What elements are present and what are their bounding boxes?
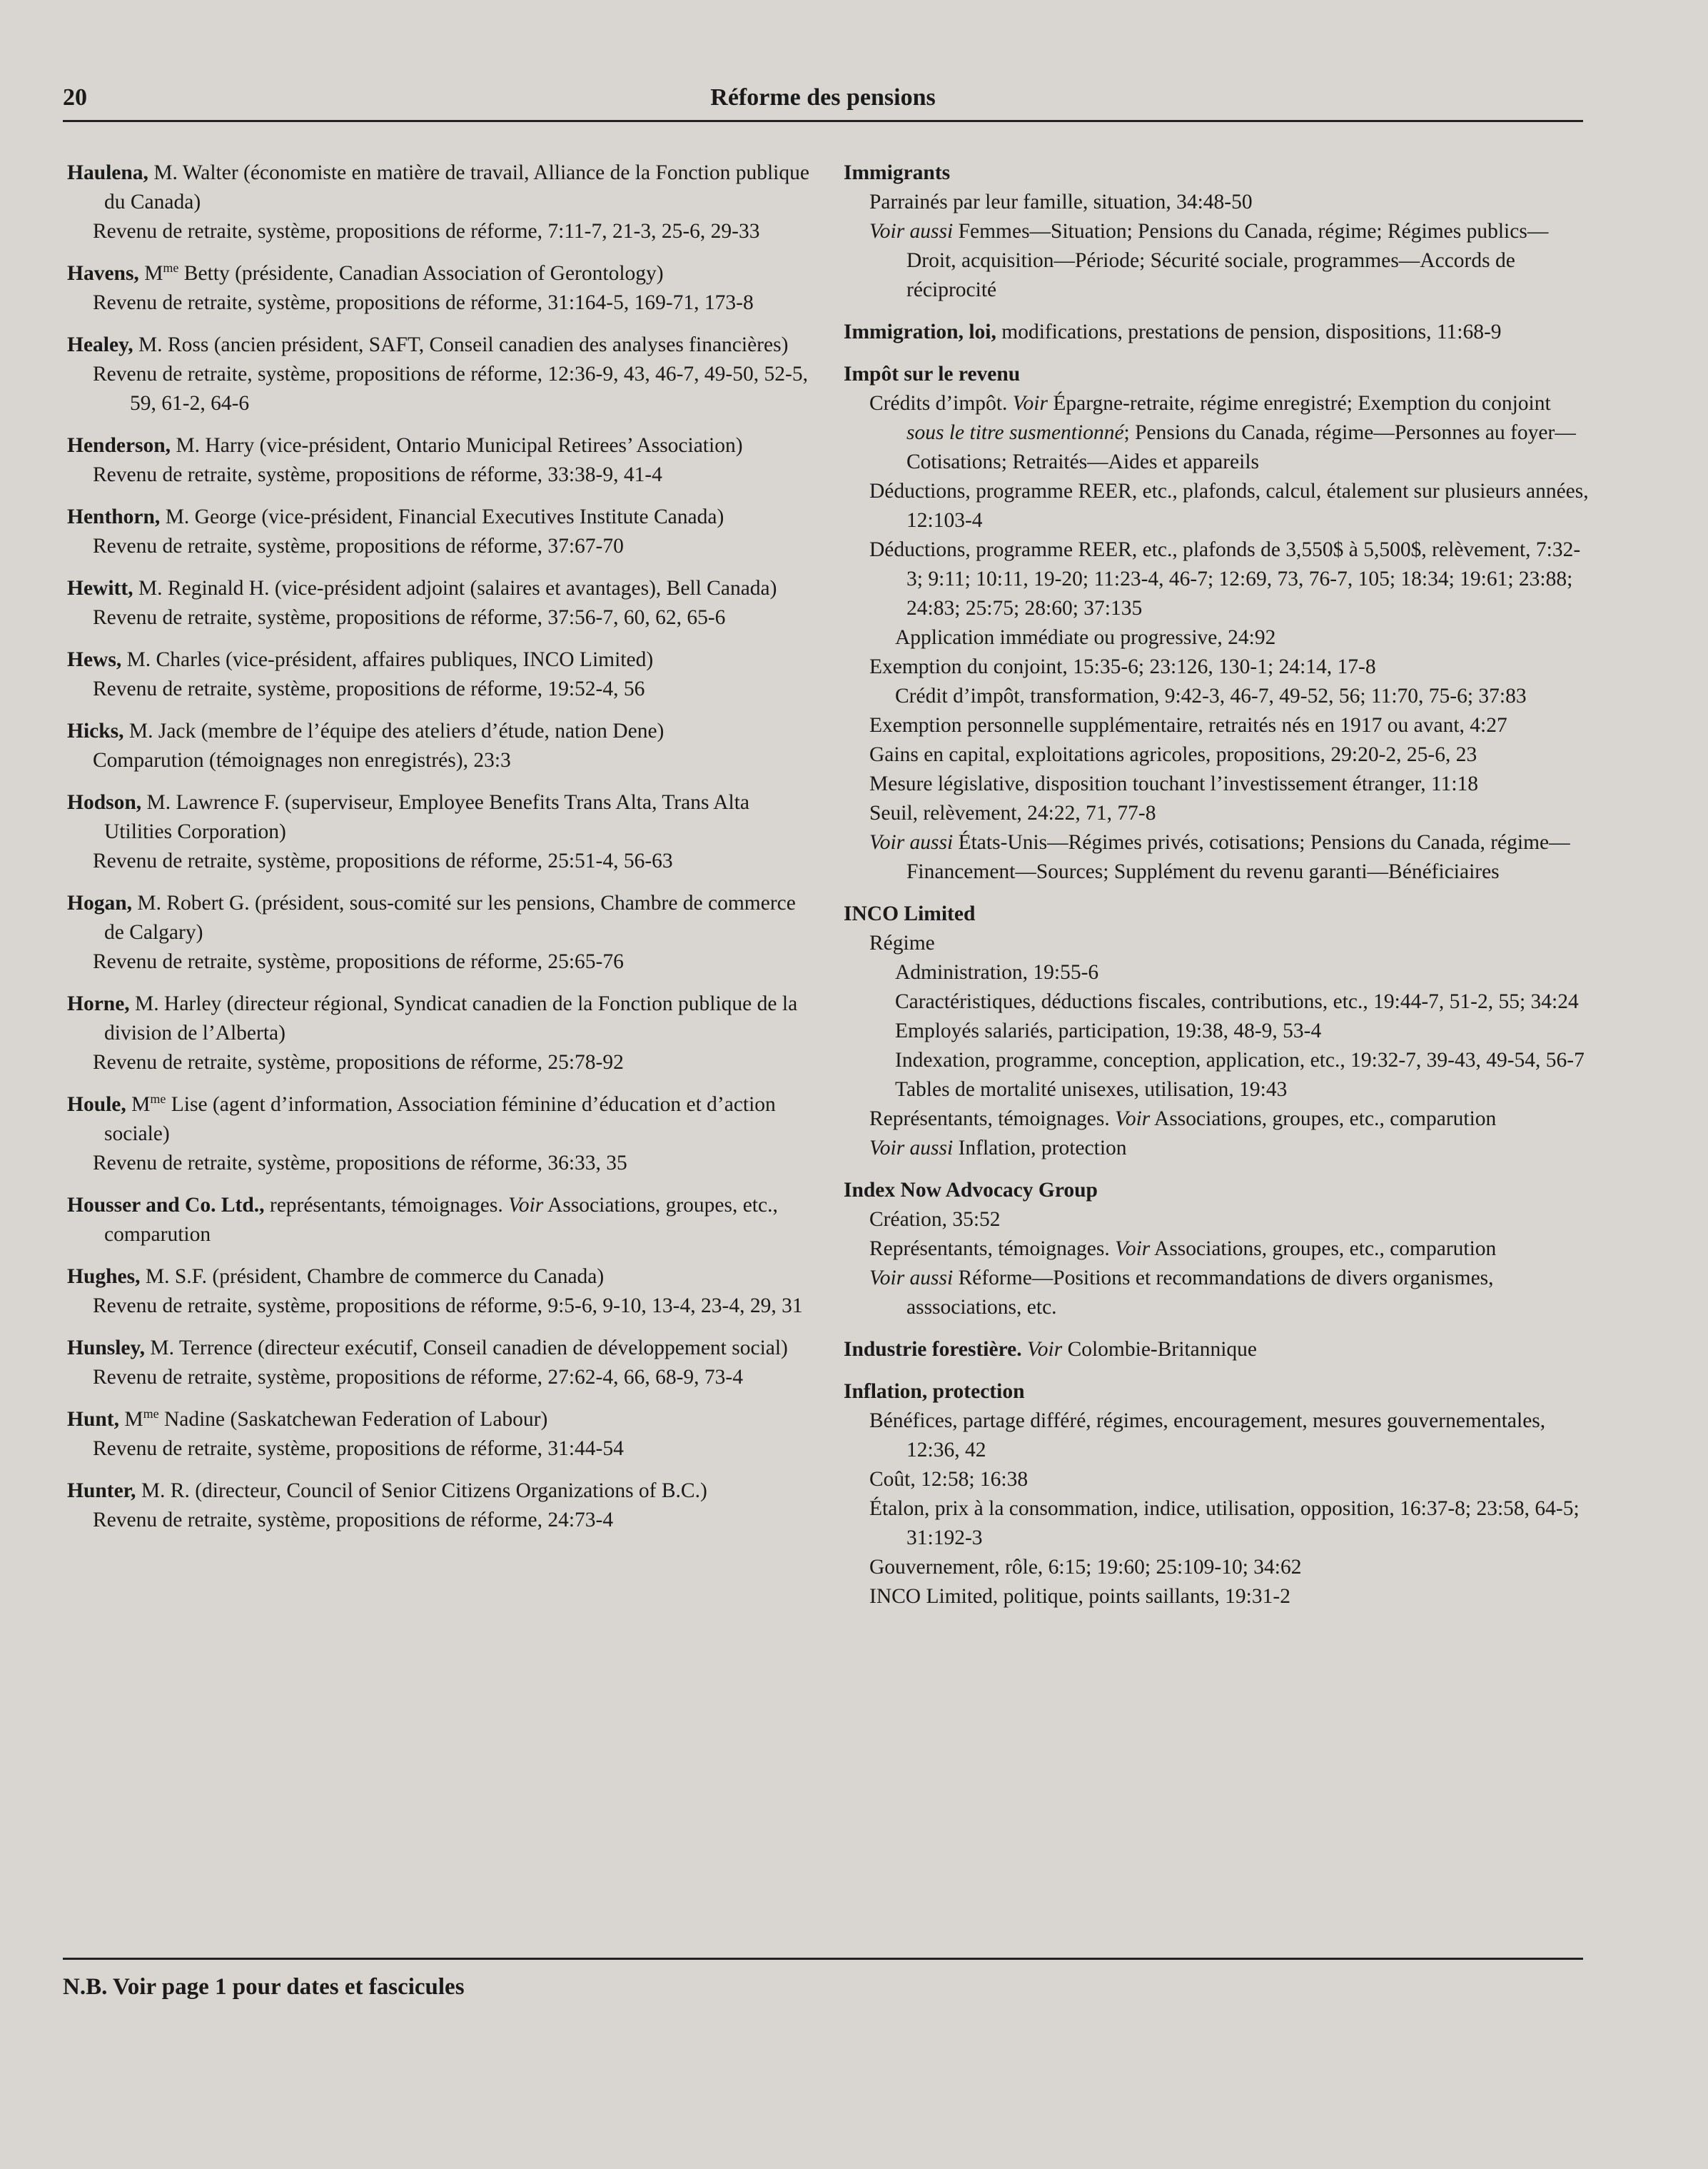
- index-entry: [67, 158, 817, 246]
- entry-name: Haulena,: [67, 161, 148, 184]
- entry-subentry: INCO Limited, politique, points saillants, 19:31-2: [869, 1585, 1290, 1608]
- entry-subentry: Revenu de retraite, système, propositions de réforme, 37:67-70: [93, 535, 624, 558]
- index-entry: [67, 431, 817, 490]
- entry-heading: [67, 1262, 817, 1292]
- entry-subsubentry: Employés salariés, participation, 19:38, 48-9, 53-4: [895, 1020, 1322, 1042]
- index-entry: [67, 645, 817, 704]
- entry-heading: [844, 1335, 1593, 1364]
- entry-subentry: [844, 1134, 1593, 1163]
- entry-subentry: Revenu de retraite, système, propositions de réforme, 27:62-4, 66, 68-9, 73-4: [93, 1366, 743, 1389]
- entry-subentry: [844, 828, 1593, 887]
- entry-subentry: Revenu de retraite, système, propositions de réforme, 9:5-6, 9-10, 13-4, 23-4, 29, 31: [93, 1294, 803, 1317]
- entry-description: M. Ross (ancien président, SAFT, Conseil canadien des analyses financières): [133, 333, 789, 356]
- entry-subsubentry: Indexation, programme, conception, application, etc., 19:32-7, 39-43, 49-54, 56-7: [895, 1049, 1585, 1072]
- entry-description: Nadine (Saskatchewan Federation of Labour): [158, 1408, 548, 1431]
- entry-subentry: Revenu de retraite, système, propositions de réforme, 25:78-92: [93, 1051, 624, 1074]
- entry-subentry: Revenu de retraite, système, propositions de réforme, 24:73-4: [93, 1509, 614, 1531]
- entry-subentry: [844, 1104, 1593, 1134]
- entry-title-prefix: M: [118, 1408, 143, 1431]
- entry-title-prefix: M: [138, 262, 163, 285]
- entry-heading: [67, 1090, 817, 1149]
- entry-subentry: Revenu de retraite, système, propositions de réforme, 12:36-9, 43, 46-7, 49-50, 52-5, 59, 61-2, 64-6: [93, 363, 808, 415]
- entry-description: M. S.F. (président, Chambre de commerce du Canada): [140, 1265, 605, 1288]
- cross-reference-target: ; Pensions du Canada, régime—Personnes au foyer—Cotisations; Retraités—Aides et appareils: [906, 421, 1576, 473]
- page-footer: [63, 1958, 1583, 2001]
- cross-reference-target: Associations, groupes, etc., comparution: [1150, 1237, 1497, 1260]
- voir-reference: Voir: [1115, 1107, 1151, 1130]
- index-entry: [67, 259, 817, 318]
- index-entry: [67, 889, 817, 977]
- index-entry: [67, 331, 817, 418]
- entry-name: Hewitt,: [67, 577, 133, 600]
- entry-heading: Impôt sur le revenu: [844, 363, 1021, 386]
- entry-subentry: Revenu de retraite, système, propositions de réforme, 33:38-9, 41-4: [93, 463, 662, 486]
- voir-reference: Voir: [508, 1194, 544, 1217]
- entry-heading: [844, 318, 1593, 347]
- footer-note: N.B. Voir page 1 pour dates et fascicules: [63, 1974, 465, 2000]
- voir-aussi-reference: Voir aussi: [869, 220, 954, 243]
- left-column: [67, 158, 817, 1548]
- right-column: [844, 158, 1593, 1624]
- cross-reference-target: Associations, groupes, etc., comparution: [1150, 1107, 1497, 1130]
- entry-description: M. Harry (vice-président, Ontario Municipal Retirees’ Association): [171, 434, 743, 457]
- entry-name: Immigration, loi,: [844, 321, 996, 343]
- subentry-text: Représentants, témoignages.: [869, 1107, 1116, 1130]
- voir-aussi-reference: Voir aussi: [869, 831, 954, 854]
- entry-subentry: Création, 35:52: [869, 1208, 1001, 1231]
- entry-heading: [67, 1191, 817, 1249]
- entry-description: modifications, prestations de pension, dispositions, 11:68-9: [996, 321, 1502, 343]
- entry-name: Hogan,: [67, 892, 132, 915]
- voir-reference: Voir: [1115, 1237, 1151, 1260]
- entry-description: M. Terrence (directeur exécutif, Conseil canadien de développement social): [145, 1337, 788, 1359]
- entry-name: Healey,: [67, 333, 133, 356]
- entry-description: M. George (vice-président, Financial Executives Institute Canada): [160, 505, 724, 528]
- entry-description: M. Charles (vice-président, affaires publiques, INCO Limited): [121, 648, 654, 671]
- entry-subentry: Seuil, relèvement, 24:22, 71, 77-8: [869, 802, 1156, 825]
- entry-heading: Inflation, protection: [844, 1380, 1025, 1403]
- entry-description: M. Walter (économiste en matière de travail, Alliance de la Fonction publique du Canada): [104, 161, 809, 213]
- entry-heading: [67, 331, 817, 360]
- voir-reference: Voir: [1012, 392, 1048, 415]
- entry-subentry: Revenu de retraite, système, propositions de réforme, 25:65-76: [93, 950, 624, 973]
- cross-reference-target: Réforme—Positions et recommandations de divers organismes, asssociations, etc.: [906, 1267, 1494, 1319]
- entry-description: M. Jack (membre de l’équipe des ateliers d’étude, nation Dene): [123, 720, 664, 743]
- entry-heading: [67, 788, 817, 847]
- index-entry: [67, 1262, 817, 1321]
- entry-subsubentry: Crédit d’impôt, transformation, 9:42-3, 46-7, 49-52, 56; 11:70, 75-6; 37:83: [895, 685, 1527, 708]
- entry-subentry: [844, 1264, 1593, 1322]
- entry-heading: [67, 259, 817, 288]
- entry-subentry: [844, 1234, 1593, 1264]
- entry-name: Hunsley,: [67, 1337, 146, 1359]
- entry-subsubentry: Application immédiate ou progressive, 24:92: [895, 626, 1276, 649]
- cross-reference-target: États-Unis—Régimes privés, cotisations; Pensions du Canada, régime—Financement—Sources; Supplément du revenu garanti—Bénéficiaires: [906, 831, 1570, 883]
- page-number: 20: [63, 84, 87, 111]
- entry-subentry: Revenu de retraite, système, propositions de réforme, 31:44-54: [93, 1437, 624, 1460]
- voir-aussi-reference: Voir aussi: [869, 1137, 954, 1159]
- entry-subentry: Revenu de retraite, système, propositions de réforme, 36:33, 35: [93, 1152, 627, 1174]
- entry-title-superscript: me: [163, 261, 179, 276]
- entry-subentry: Parrainés par leur famille, situation, 34:48-50: [869, 191, 1253, 213]
- entry-subentry: Revenu de retraite, système, propositions de réforme, 7:11-7, 21-3, 25-6, 29-33: [93, 220, 760, 243]
- entry-subentry: Revenu de retraite, système, propositions de réforme, 31:164-5, 169-71, 173-8: [93, 291, 754, 314]
- entry-name: Houle,: [67, 1093, 126, 1116]
- entry-description: Lise (agent d’information, Association féminine d’éducation et d’action sociale): [104, 1093, 776, 1145]
- index-entry: [844, 360, 1593, 887]
- index-entry: [67, 788, 817, 876]
- entry-description: M. Robert G. (président, sous-comité sur les pensions, Chambre de commerce de Calgary): [104, 892, 796, 944]
- entry-heading: [67, 717, 817, 746]
- index-entry: [67, 990, 817, 1077]
- entry-name: Horne,: [67, 992, 130, 1015]
- entry-name: Hicks,: [67, 720, 124, 743]
- cross-reference-target: Épargne-retraite, régime enregistré; Exemption du conjoint: [1047, 392, 1551, 415]
- entry-subsubentry: Tables de mortalité unisexes, utilisation, 19:43: [895, 1078, 1288, 1101]
- entry-name: Housser and Co. Ltd.,: [67, 1194, 265, 1217]
- subentry-text: Représentants, témoignages.: [869, 1237, 1116, 1260]
- entry-heading: [67, 1334, 817, 1363]
- cross-reference-target: Femmes—Situation; Pensions du Canada, régime; Régimes publics—Droit, acquisition—Période; Sécurité sociale, programmes—Accords de réciprocité: [906, 220, 1549, 301]
- subentry-text: Crédits d’impôt.: [869, 392, 1013, 415]
- entry-heading: [67, 889, 817, 947]
- entry-subentry: Gains en capital, exploitations agricoles, propositions, 29:20-2, 25-6, 23: [869, 743, 1477, 766]
- entry-heading: [67, 1476, 817, 1506]
- entry-heading: [67, 645, 817, 675]
- cross-reference-target: Colombie-Britannique: [1062, 1338, 1258, 1361]
- entry-subentry: [844, 389, 1593, 477]
- entry-heading: [67, 990, 817, 1048]
- entry-subentry: Exemption personnelle supplémentaire, retraités nés en 1917 ou avant, 4:27: [869, 714, 1507, 737]
- entry-description: M. Reginald H. (vice-président adjoint (salaires et avantages), Bell Canada): [133, 577, 777, 600]
- entry-subentry: Revenu de retraite, système, propositions de réforme, 37:56-7, 60, 62, 65-6: [93, 606, 726, 629]
- entry-title-prefix: M: [126, 1093, 151, 1116]
- entry-subentry: Coût, 12:58; 16:38: [869, 1468, 1029, 1491]
- index-entry: [844, 158, 1593, 305]
- index-entry: [844, 900, 1593, 1163]
- index-entry: [844, 1377, 1593, 1611]
- index-entry: [67, 503, 817, 561]
- entry-heading: Index Now Advocacy Group: [844, 1179, 1098, 1202]
- entry-subentry: Revenu de retraite, système, propositions de réforme, 19:52-4, 56: [93, 678, 645, 700]
- entry-title-superscript: me: [150, 1092, 166, 1107]
- index-entry: [844, 1176, 1593, 1322]
- index-entry: [67, 1191, 817, 1249]
- index-entry: [67, 574, 817, 633]
- entry-name: Hodson,: [67, 791, 142, 814]
- entry-subentry: [844, 217, 1593, 305]
- entry-heading: [67, 431, 817, 461]
- entry-subentry: Régime: [869, 932, 935, 955]
- entry-subsubentry: Administration, 19:55-6: [895, 961, 1099, 984]
- cross-reference-target: Inflation, protection: [953, 1137, 1127, 1159]
- voir-reference: Voir: [1021, 1338, 1063, 1361]
- running-title: Réforme des pensions: [710, 84, 936, 111]
- entry-description: Betty (présidente, Canadian Association of Gerontology): [178, 262, 664, 285]
- entry-name: Henthorn,: [67, 505, 161, 528]
- entry-subentry: Déductions, programme REER, etc., plafonds, calcul, étalement sur plusieurs années, 12:103-4: [869, 480, 1589, 532]
- entry-name: Henderson,: [67, 434, 171, 457]
- entry-subentry: Exemption du conjoint, 15:35-6; 23:126, 130-1; 24:14, 17-8: [869, 655, 1376, 678]
- entry-subentry: Revenu de retraite, système, propositions de réforme, 25:51-4, 56-63: [93, 850, 673, 872]
- entry-description: représentants, témoignages.: [264, 1194, 509, 1217]
- entry-heading: [67, 1405, 817, 1434]
- voir-aussi-reference: Voir aussi: [869, 1267, 954, 1289]
- entry-heading: INCO Limited: [844, 902, 976, 925]
- entry-title-superscript: me: [143, 1406, 159, 1421]
- cross-reference-target: Associations, groupes, etc., comparution: [104, 1194, 778, 1246]
- page-header: [63, 84, 1583, 122]
- entry-subentry: Mesure législative, disposition touchant l’investissement étranger, 11:18: [869, 773, 1479, 795]
- entry-heading: [67, 158, 817, 217]
- entry-name: Hunter,: [67, 1479, 136, 1502]
- entry-name: Havens,: [67, 262, 139, 285]
- index-entry: [67, 1405, 817, 1464]
- italic-qualifier: sous le titre susmentionné: [906, 421, 1124, 444]
- entry-subentry: Déductions, programme REER, etc., plafonds de 3,550$ à 5,500$, relèvement, 7:32-3; 9:11; 10:11, 19-20; 11:23-4, 46-7; 12:69, 73, 76-7, 105; 18:34; 19:61; 23:88; 24:83; 25:75; 28:60; 37:135: [869, 538, 1581, 620]
- entry-subentry: Bénéfices, partage différé, régimes, encouragement, mesures gouvernementales, 12:36, 42: [869, 1409, 1546, 1461]
- index-entry: [67, 1334, 817, 1392]
- entry-description: M. R. (directeur, Council of Senior Citizens Organizations of B.C.): [136, 1479, 707, 1502]
- entry-name: Hunt,: [67, 1408, 119, 1431]
- entry-name: Hews,: [67, 648, 122, 671]
- entry-heading: [67, 503, 817, 532]
- entry-subentry: Étalon, prix à la consommation, indice, utilisation, opposition, 16:37-8; 23:58, 64-5; 31:192-3: [869, 1497, 1580, 1549]
- index-entry: [844, 1335, 1593, 1364]
- entry-subentry: Comparution (témoignages non enregistrés), 23:3: [93, 749, 511, 772]
- index-entry: [67, 1090, 817, 1178]
- entry-description: M. Lawrence F. (superviseur, Employee Benefits Trans Alta, Trans Alta Utilities Corporation): [104, 791, 749, 843]
- entry-description: M. Harley (directeur régional, Syndicat canadien de la Fonction publique de la division de l’Alberta): [104, 992, 798, 1045]
- entry-heading: Immigrants: [844, 161, 951, 184]
- entry-heading: [67, 574, 817, 603]
- entry-subsubentry: Caractéristiques, déductions fiscales, contributions, etc., 19:44-7, 51-2, 55; 34:24: [895, 990, 1579, 1013]
- entry-name: Hughes,: [67, 1265, 141, 1288]
- entry-name: Industrie forestière.: [844, 1338, 1022, 1361]
- entry-subentry: Gouvernement, rôle, 6:15; 19:60; 25:109-10; 34:62: [869, 1556, 1302, 1579]
- index-entry: [67, 717, 817, 775]
- index-entry: [844, 318, 1593, 347]
- index-entry: [67, 1476, 817, 1535]
